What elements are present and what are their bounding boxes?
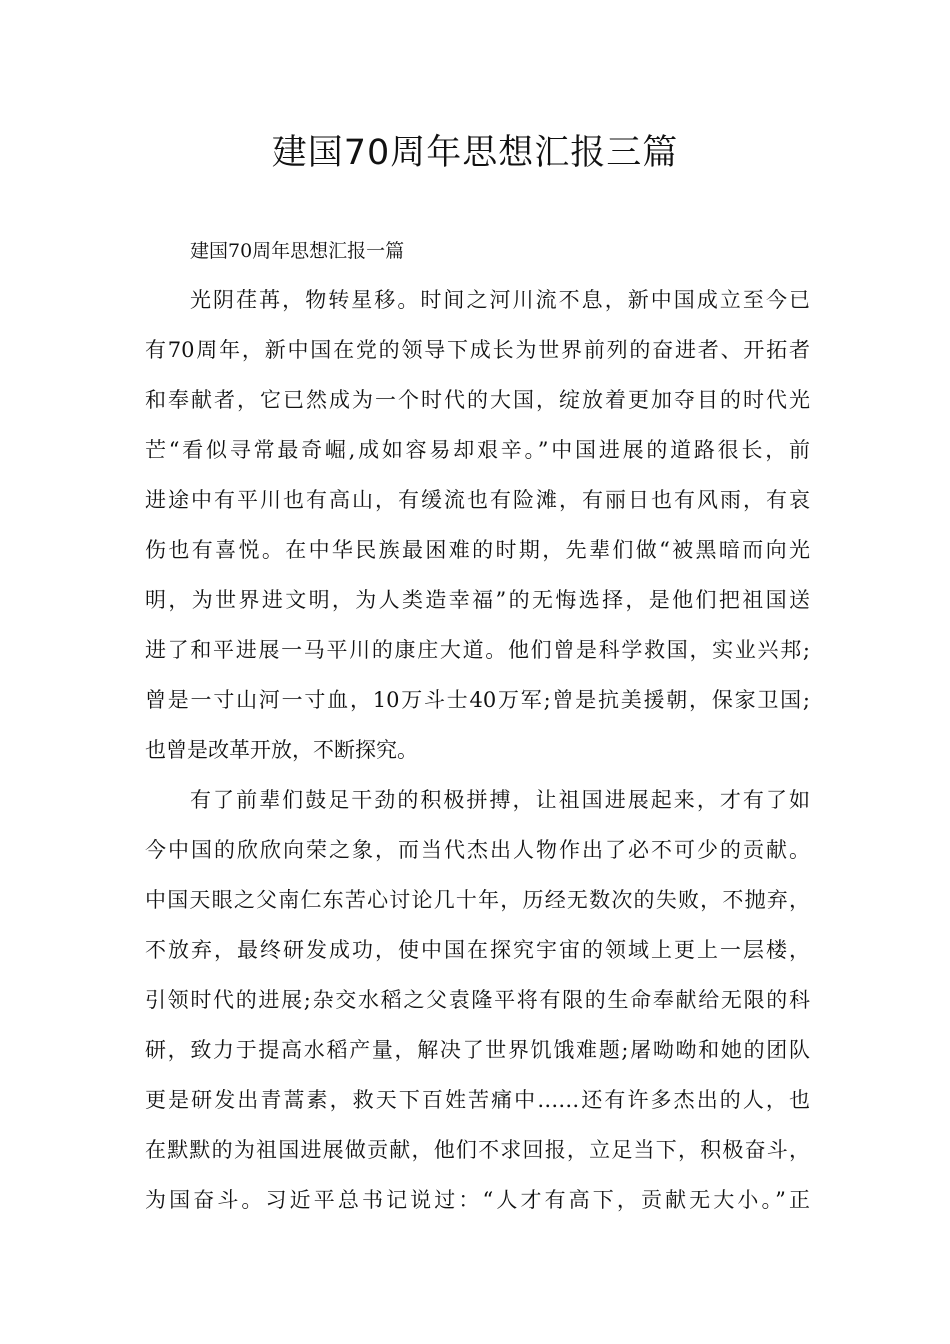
paragraph-2-line: 研，致力于提高水稻产量，解决了世界饥饿难题;屠呦呦和她的团队	[145, 1038, 810, 1062]
paragraph-1-line: 有70周年，新中国在党的领导下成长为世界前列的奋进者、开拓者	[145, 338, 810, 362]
paragraph-2-line: 在默默的为祖国进展做贡献，他们不求回报，立足当下，积极奋斗，	[145, 1138, 810, 1162]
paragraph-2-line: 更是研发出青蒿素，救天下百姓苦痛中……还有许多杰出的人，也	[145, 1088, 810, 1112]
paragraph-2-line: 为国奋斗。习近平总书记说过：“人才有高下，贡献无大小。”正	[145, 1188, 810, 1212]
paragraph-2-line: 有了前辈们鼓足干劲的积极拼搏，让祖国进展起来，才有了如	[190, 788, 810, 812]
paragraph-2-line: 中国天眼之父南仁东苦心讨论几十年，历经无数次的失败，不抛弃，	[145, 888, 810, 912]
paragraph-1-line: 进了和平进展一马平川的康庄大道。他们曾是科学救国，实业兴邦;	[145, 638, 810, 662]
paragraph-1-line: 进途中有平川也有高山，有缓流也有险滩，有丽日也有风雨，有哀	[145, 488, 810, 512]
paragraph-1-line: 和奉献者，它已然成为一个时代的大国，绽放着更加夺目的时代光	[145, 388, 810, 412]
paragraph-1-line: 光阴荏苒，物转星移。时间之河川流不息，新中国成立至今已	[190, 288, 810, 312]
paragraph-2-line: 引领时代的进展;杂交水稻之父袁隆平将有限的生命奉献给无限的科	[145, 988, 810, 1012]
paragraph-1-line: 明，为世界进文明，为人类造幸福”的无悔选择，是他们把祖国送	[145, 588, 810, 612]
document-title: 建国70周年思想汇报三篇	[271, 133, 679, 173]
paragraph-1-line: 伤也有喜悦。在中华民族最困难的时期，先辈们做“被黑暗而向光	[145, 538, 810, 562]
paragraph-2-line: 不放弃，最终研发成功，使中国在探究宇宙的领域上更上一层楼，	[145, 938, 810, 962]
paragraph-1-line: 曾是一寸山河一寸血，10万斗士40万军;曾是抗美援朝，保家卫国;	[145, 688, 810, 712]
paragraph-1-line: 芒“看似寻常最奇崛,成如容易却艰辛。”中国进展的道路很长，前	[145, 438, 810, 462]
section-heading: 建国70周年思想汇报一篇	[190, 240, 405, 262]
paragraph-1-line: 也曾是改革开放，不断探究。	[145, 738, 418, 762]
paragraph-2-line: 今中国的欣欣向荣之象，而当代杰出人物作出了必不可少的贡献。	[145, 838, 810, 862]
